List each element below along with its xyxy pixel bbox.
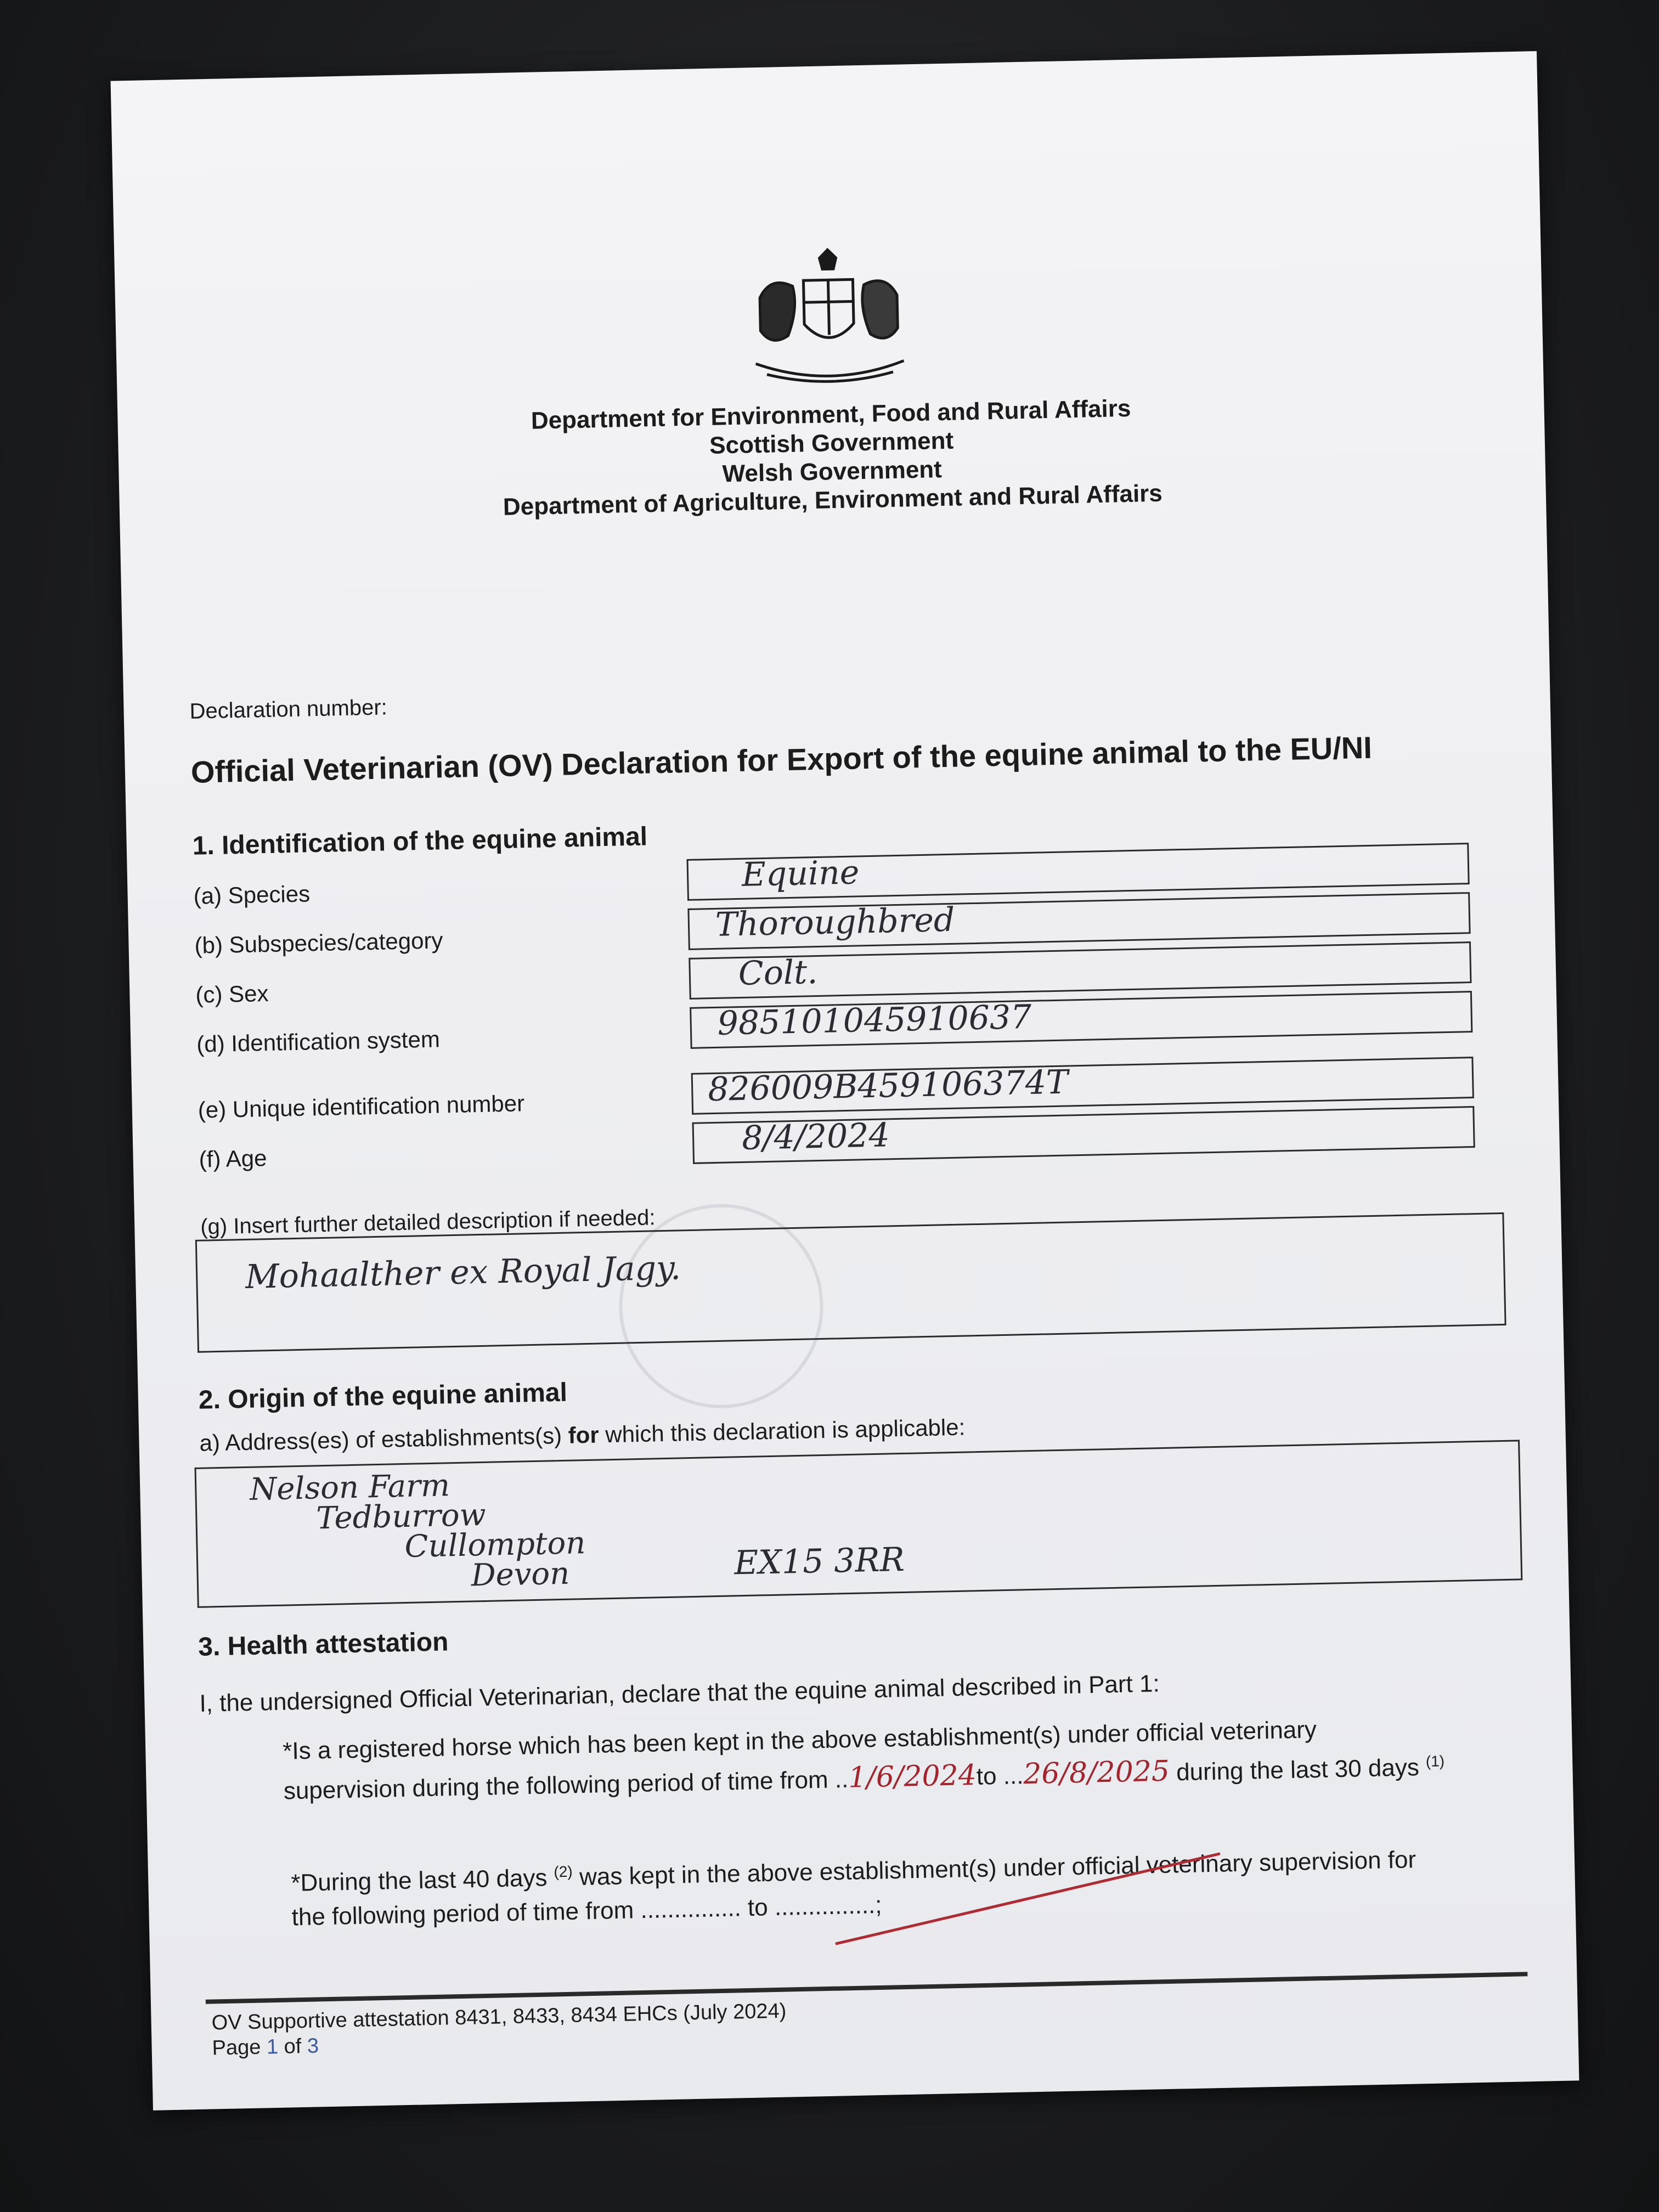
address-line-2: Tedburrow xyxy=(315,1497,487,1537)
form-header xyxy=(114,232,1546,529)
footer-rule xyxy=(206,1972,1528,2004)
clause-1 xyxy=(283,1710,1445,1808)
clause-2-line-1-post: was kept in the above establishment(s) under official veterinary supervision for xyxy=(572,1846,1417,1891)
id-system-value: 985101045910637 xyxy=(717,997,1032,1043)
address-line-1: Nelson Farm xyxy=(249,1468,450,1508)
form-sheet xyxy=(111,51,1579,2111)
footnote-2: (2) xyxy=(554,1863,573,1881)
description-value: Mohaalther ex Royal Jagy. xyxy=(245,1249,681,1296)
footer-page-total: 3 xyxy=(307,2034,319,2058)
address-line-3: Cullompton xyxy=(404,1525,586,1565)
health-intro: I, the undersigned Official Veterinarian, declare that the equine animal described in Part 1: xyxy=(199,1670,1160,1717)
id-system-label: (d) Identification system xyxy=(196,1026,441,1057)
age-value: 8/4/2024 xyxy=(741,1116,890,1158)
clause-1-from-date: 1/6/2024 xyxy=(848,1758,977,1795)
dept-line-4: Department of Agriculture, Environment and Rural Affairs xyxy=(503,479,1163,521)
clause-1-line-2-pre: supervision during the following period of time from .. xyxy=(283,1765,849,1805)
clause-1-line-1: *Is a registered horse which has been kept in the above establishment(s) under official veterinary xyxy=(282,1716,1317,1765)
form-title: Official Veterinarian (OV) Declaration for Export of the equine animal to the EU/NI xyxy=(190,730,1373,789)
address-label-post: which this declaration is applicable: xyxy=(599,1414,966,1448)
footer xyxy=(211,1999,787,2061)
footnote-1: (1) xyxy=(1425,1752,1445,1770)
species-value: Equine xyxy=(741,853,860,894)
clause-2-line-1-pre: *During the last 40 days xyxy=(290,1864,555,1897)
footer-page-mid: of xyxy=(278,2034,308,2059)
description-label: (g) Insert further detailed description if needed: xyxy=(200,1205,656,1239)
address-label xyxy=(199,1410,966,1460)
footer-page-pre: Page xyxy=(212,2035,267,2060)
postcode-value: EX15 3RR xyxy=(733,1540,905,1583)
address-label-pre: a) Address(es) of establishments(s) xyxy=(199,1422,569,1456)
royal-coat-of-arms-icon xyxy=(737,245,921,392)
unique-id-value: 826009B459106374T xyxy=(707,1063,1069,1109)
footer-page-num: 1 xyxy=(266,2035,279,2059)
section-1-heading: 1. Identification of the equine animal xyxy=(192,822,648,861)
unique-id-label: (e) Unique identification number xyxy=(198,1090,525,1123)
sex-label: (c) Sex xyxy=(195,980,269,1008)
address-line-4: Devon xyxy=(471,1555,570,1594)
dept-line-2: Scottish Government xyxy=(709,427,954,459)
clause-1-post: during the last 30 days xyxy=(1169,1754,1420,1786)
subspecies-value: Thoroughbred xyxy=(715,900,955,944)
declaration-number-label: Declaration number: xyxy=(189,695,388,724)
section-2-heading: 2. Origin of the equine animal xyxy=(198,1378,568,1415)
clause-2-line-2: the following period of time from ............... to ...............; xyxy=(291,1891,882,1931)
clause-2 xyxy=(291,1837,1418,1935)
dept-line-1: Department for Environment, Food and Rural Affairs xyxy=(531,394,1131,435)
clause-1-to-word: to ... xyxy=(976,1762,1024,1790)
sex-value: Colt. xyxy=(738,953,818,994)
subspecies-label: (b) Subspecies/category xyxy=(194,927,443,958)
dept-line-3: Welsh Government xyxy=(722,456,943,488)
footer-attestation: OV Supportive attestation 8431, 8433, 8434 EHCs (July 2024) xyxy=(211,1999,787,2035)
clause-1-to-date: 26/8/2025 xyxy=(1023,1754,1170,1791)
address-label-bold: for xyxy=(568,1421,600,1448)
section-3-heading: 3. Health attestation xyxy=(198,1627,449,1662)
species-label: (a) Species xyxy=(193,881,311,909)
age-label: (f) Age xyxy=(199,1145,267,1172)
